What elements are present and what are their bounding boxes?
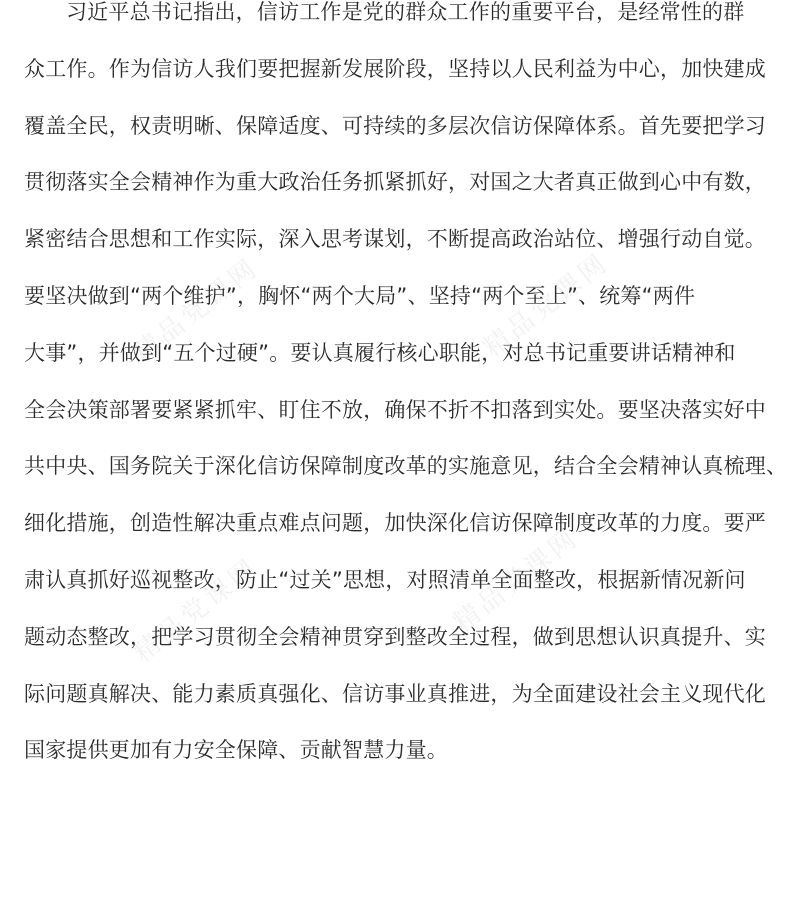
paragraph-line: 共中央、国务院关于深化信访保障制度改革的实施意见，结合全会精神认真梳理、: [24, 454, 788, 479]
paragraph-line: 贯彻落实全会精神作为重大政治任务抓紧抓好，对国之大者真正做到心中有数，: [24, 170, 766, 195]
paragraph-line: 国家提供更加有力安全保障、贡献智慧力量。: [24, 738, 448, 763]
paragraph-line: 紧密结合思想和工作实际，深入思考谋划，不断提高政治站位、增强行动自觉。: [24, 227, 766, 252]
paragraph-line: 肃认真抓好巡视整改，防止“过关”思想，对照清单全面整改，根据新情况新问: [24, 567, 746, 592]
watermark: 精品党课网: [128, 552, 265, 669]
paragraph-line: 习近平总书记指出，信访工作是党的群众工作的重要平台，是经常性的群: [66, 0, 745, 24]
paragraph-line: 要坚决做到“两个维护”，胸怀“两个大局”、坚持“两个至上”、统筹“两件: [24, 283, 696, 308]
paragraph-line: 全会决策部署要紧紧抓牢、盯住不放，确保不折不扣落到实处。要坚决落实好中: [24, 397, 766, 422]
watermark: 精品党课网: [448, 522, 585, 639]
paragraph-line: 众工作。作为信访人我们要把握新发展阶段，坚持以人民利益为中心，加快建成: [24, 56, 766, 81]
paragraph-line: 际问题真解决、能力素质真强化、信访事业真推进，为全面建设社会主义现代化: [24, 681, 766, 706]
paragraph-line: 大事”，并做到“五个过硬”。要认真履行核心职能，对总书记重要讲话精神和: [24, 340, 736, 365]
paragraph-line: 细化措施，创造性解决重点难点问题，加快深化信访保障制度改革的力度。要严: [24, 511, 766, 536]
paragraph-line: 题动态整改，把学习贯彻全会精神贯穿到整改全过程，做到思想认识真提升、实: [24, 624, 766, 649]
body-paragraph: [24, 0, 788, 779]
watermark: 精品党课网: [128, 252, 265, 369]
paragraph-line: 覆盖全民，权责明晰、保障适度、可持续的多层次信访保障体系。首先要把学习: [24, 113, 766, 138]
watermark: 精品党课网: [478, 247, 615, 364]
